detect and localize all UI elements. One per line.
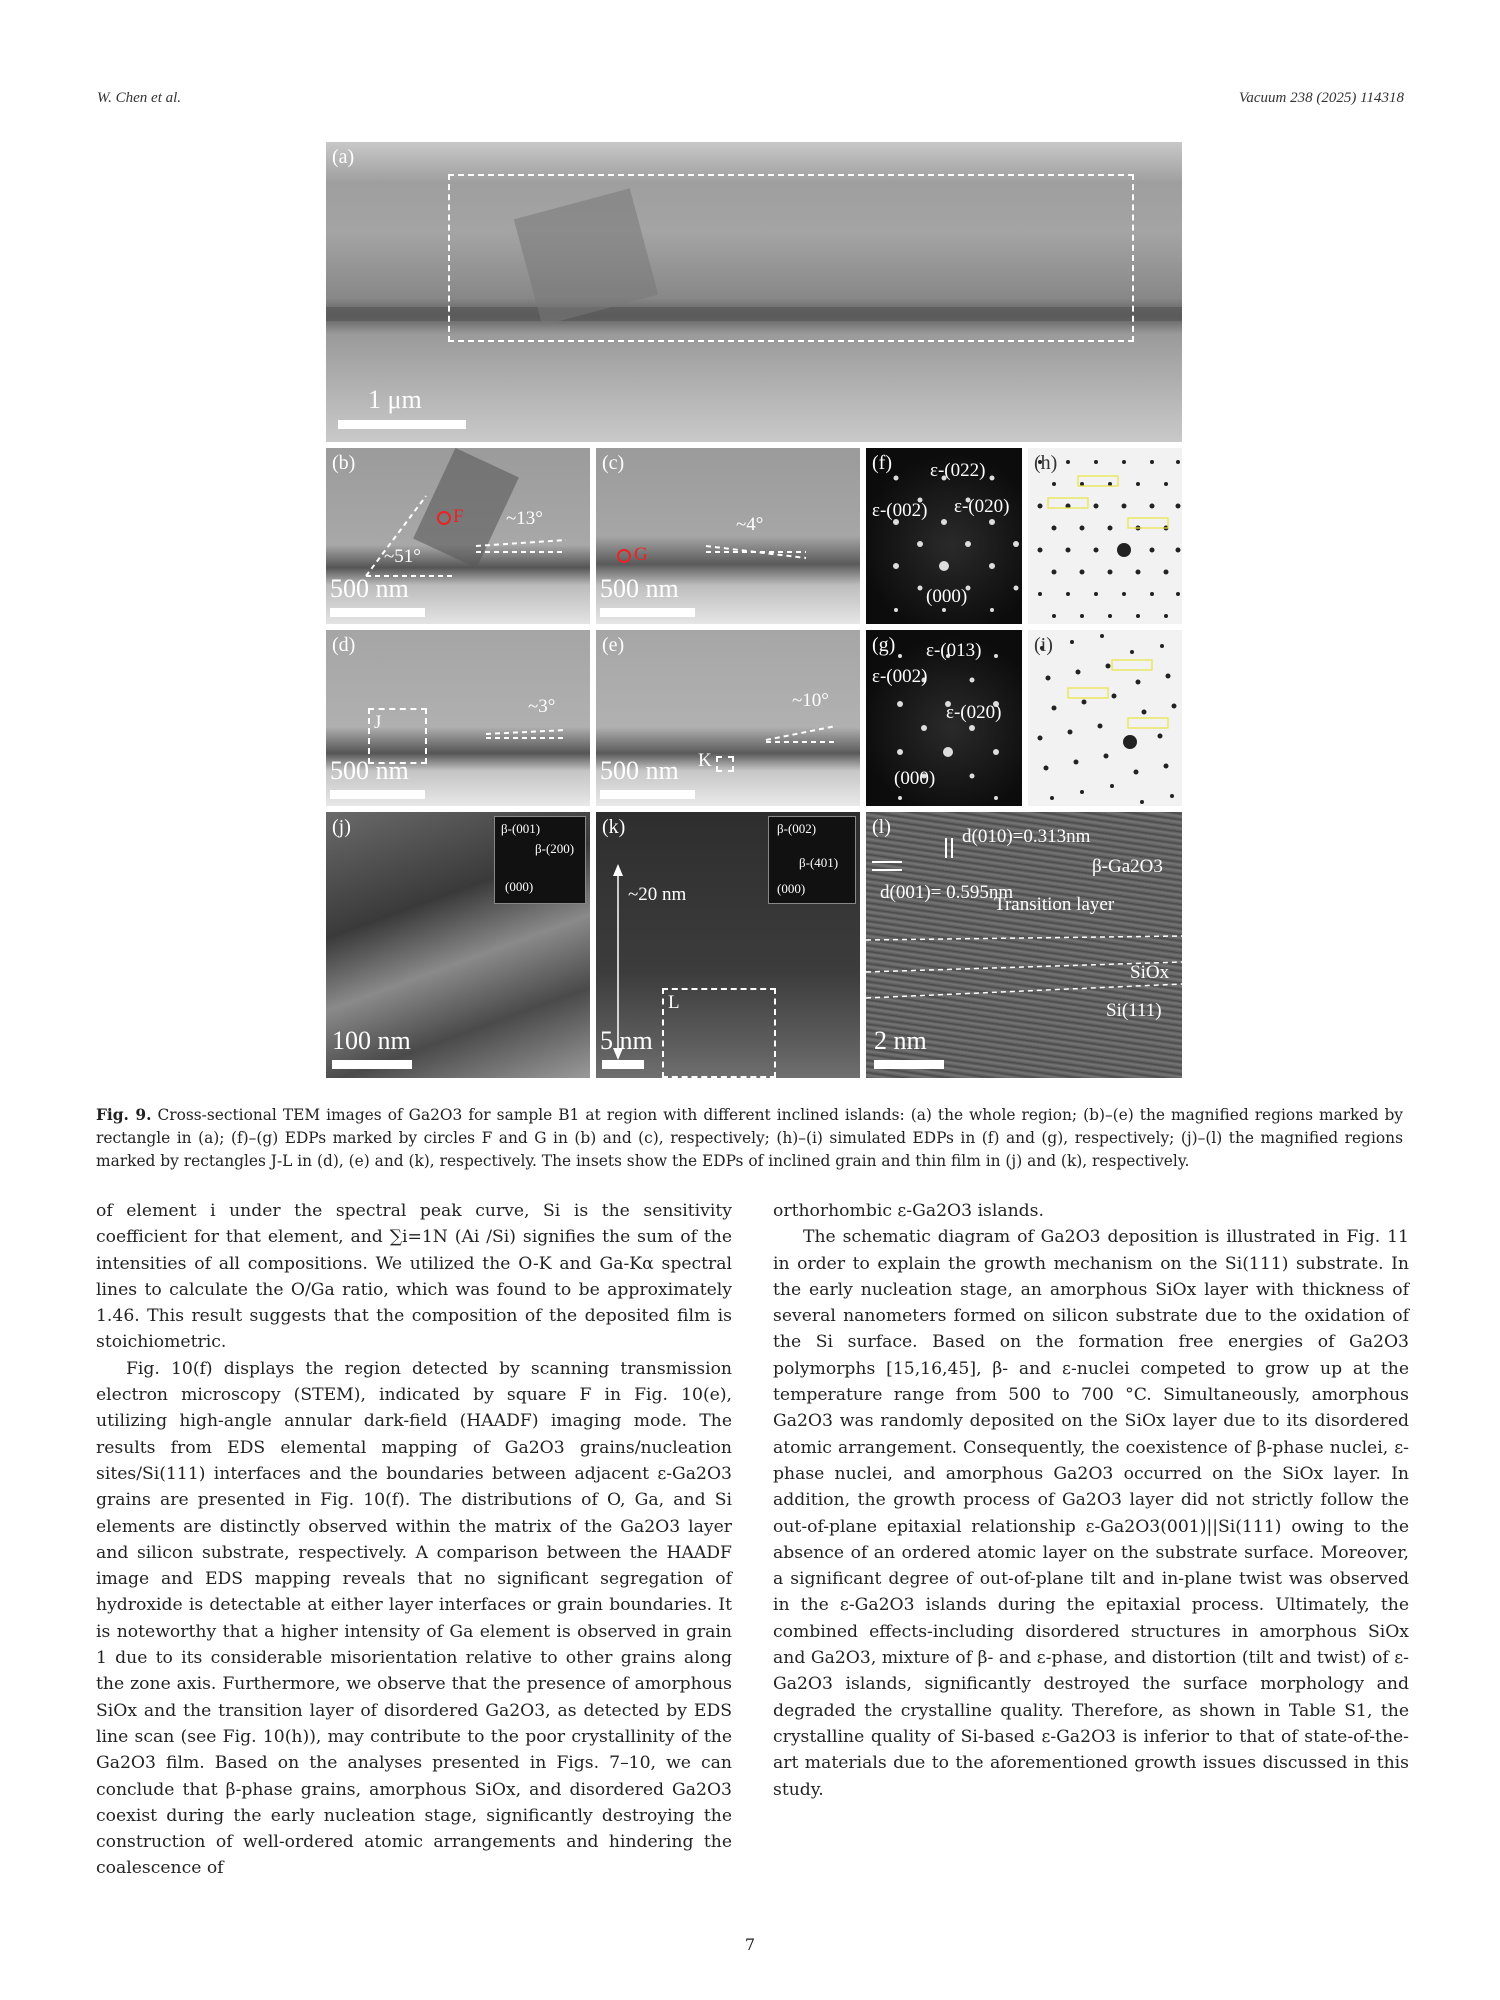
left-paragraph-1: of element i under the spectral peak curve, Si is the sensitivity coefficient for that element, and ∑i=1N (Ai /Si) signifies the sum of the intensities of all compositions. We utilized the O-K and Ga-Kα spectral lines to calculate the O/Ga ratio, which was found to be approximately 1.46. This result suggests that the composition of the deposited film is stoichiometric. bbox=[96, 1201, 732, 1353]
si111-label: Si(111) bbox=[1106, 1000, 1162, 1021]
right-paragraph-1: orthorhombic ε-Ga2O3 islands. bbox=[773, 1201, 1044, 1221]
spot-k-002: β-(002) bbox=[777, 821, 817, 836]
panel-e bbox=[596, 630, 860, 806]
panel-g-label: (g) bbox=[872, 634, 896, 656]
circle-g-label: G bbox=[634, 544, 648, 565]
scale-bar-label-c: 500 nm bbox=[600, 574, 679, 603]
scale-bar-a bbox=[338, 420, 466, 429]
panel-c bbox=[596, 448, 860, 624]
scale-bar-k bbox=[602, 1060, 644, 1069]
scale-bar-d bbox=[330, 790, 425, 799]
circle-f-label: F bbox=[453, 506, 464, 527]
spot-j-001: β-(001) bbox=[501, 821, 541, 836]
panel-l bbox=[866, 812, 1182, 1078]
spot-j-200: β-(200) bbox=[535, 841, 575, 856]
scale-bar-label-k: 5 nm bbox=[600, 1026, 653, 1055]
panel-a bbox=[326, 142, 1182, 442]
d-spacing-001: d(001)= 0.595nm bbox=[880, 882, 1014, 903]
spot-k-000: (000) bbox=[777, 881, 806, 896]
panel-h-label: (h) bbox=[1034, 452, 1058, 474]
scale-bar-l bbox=[874, 1060, 944, 1069]
panel-h bbox=[1028, 448, 1182, 624]
figure-caption bbox=[96, 1104, 1403, 1173]
panel-l-label: (l) bbox=[872, 816, 891, 838]
panel-k-label: (k) bbox=[602, 816, 626, 838]
siox-label: SiOx bbox=[1130, 962, 1170, 983]
spot-f-000: (000) bbox=[926, 586, 968, 607]
panel-d-label: (d) bbox=[332, 634, 356, 656]
spot-f-020: ε-(020) bbox=[954, 496, 1010, 517]
inset-edp-j bbox=[494, 816, 586, 904]
rectangle-j-label: J bbox=[374, 712, 382, 733]
spot-f-002: ε-(002) bbox=[872, 500, 928, 521]
spot-g-000: (000) bbox=[894, 768, 936, 789]
angle-b-13: ~13° bbox=[506, 508, 543, 529]
figure-9 bbox=[326, 142, 1182, 1078]
panel-e-label: (e) bbox=[602, 634, 625, 656]
scale-bar-label-e: 500 nm bbox=[600, 756, 679, 785]
scale-bar-c bbox=[600, 608, 695, 617]
transition-layer-label: Transition layer bbox=[994, 894, 1115, 915]
scale-bar-label-b: 500 nm bbox=[330, 574, 409, 603]
region-rectangle bbox=[448, 174, 1134, 342]
panel-i-label: (i) bbox=[1034, 634, 1053, 656]
running-header-journal: Vacuum 238 (2025) 114318 bbox=[1238, 90, 1404, 106]
scale-bar-label-a: 1 μm bbox=[368, 385, 422, 414]
scale-bar-label-j: 100 nm bbox=[332, 1026, 411, 1055]
panel-g bbox=[866, 630, 1022, 806]
rectangle-l-label: L bbox=[668, 992, 680, 1013]
angle-c-4: ~4° bbox=[736, 514, 764, 535]
panel-b bbox=[326, 448, 590, 624]
caption-text: Cross-sectional TEM images of Ga2O3 for sample B1 at region with different inclined islands: (a) the whole region; (b)–(e) the magnified regions marked by rectangle in (a); (f)–(g) EDPs marked by circles F and G in (b) and (c), respectively; (h)–(i) simulated EDPs in (f) and (g), respectively; (j)–(l) the magnified regions marked by rectangles J-L in (d), (e) and (k), respectively. The insets show the EDPs of inclined grain and thin film in (j) and (k), respectively. bbox=[96, 1106, 1403, 1170]
rectangle-k-label: K bbox=[698, 750, 712, 771]
spot-k-401: β-(401) bbox=[799, 855, 839, 870]
spot-g-013: ε-(013) bbox=[926, 640, 982, 661]
panel-j bbox=[326, 812, 590, 1078]
scale-bar-b bbox=[330, 608, 425, 617]
spot-j-000: (000) bbox=[505, 879, 534, 894]
angle-b-51: ~51° bbox=[384, 546, 421, 567]
panel-j-label: (j) bbox=[332, 816, 351, 838]
spot-g-020: ε-(020) bbox=[946, 702, 1002, 723]
panel-f bbox=[866, 448, 1022, 624]
scale-bar-j bbox=[332, 1060, 412, 1069]
panel-i bbox=[1028, 630, 1182, 806]
panel-k bbox=[596, 812, 860, 1078]
caption-label: Fig. 9. bbox=[96, 1106, 152, 1124]
panel-f-label: (f) bbox=[872, 452, 892, 474]
phase-label-l: β-Ga2O3 bbox=[1092, 856, 1163, 877]
running-header-authors: W. Chen et al. bbox=[97, 90, 182, 106]
thickness-label-k: ~20 nm bbox=[628, 884, 687, 905]
panel-b-label: (b) bbox=[332, 452, 356, 474]
page-number: 7 bbox=[744, 1935, 756, 1954]
left-column bbox=[96, 1198, 732, 1882]
spot-f-022: ε-(022) bbox=[930, 460, 986, 481]
left-paragraph-2: Fig. 10(f) displays the region detected by scanning transmission electron microscopy (STEM), indicated by square F in Fig. 10(e), utilizing high-angle annular dark-field (HAADF) imaging mode. The results from EDS elemental mapping of Ga2O3 grains/nucleation sites/Si(111) interfaces and the boundaries between adjacent ε-Ga2O3 grains are presented in Fig. 10(f). The distributions of O, Ga, and Si elements are distinctly observed within the matrix of the Ga2O3 layer and silicon substrate, respectively. A comparison between the HAADF image and EDS mapping reveals that no significant segregation of hydroxide is detectable at either layer interfaces or grain boundaries. It is noteworthy that a higher intensity of Ga element is observed in grain 1 due to its considerable misorientation relative to other grains along the zone axis. Furthermore, we observe that the presence of amorphous SiOx and the transition layer of disordered Ga2O3, as detected by EDS line scan (see Fig. 10(h)), may contribute to the poor crystallinity of the Ga2O3 film. Based on the analyses presented in Figs. 7–10, we can conclude that β-phase grains, amorphous SiOx, and disordered Ga2O3 coexist during the early nucleation stage, significantly destroying the construction of well-ordered atomic arrangements and hindering the coalescence of bbox=[96, 1358, 732, 1879]
scale-bar-label-l: 2 nm bbox=[874, 1026, 927, 1055]
angle-e-10: ~10° bbox=[792, 690, 829, 711]
panel-d bbox=[326, 630, 590, 806]
rectangle-k bbox=[716, 756, 734, 772]
scale-bar-label-d: 500 nm bbox=[330, 756, 409, 785]
spot-g-002: ε-(002) bbox=[872, 666, 928, 687]
panel-c-label: (c) bbox=[602, 452, 625, 474]
scale-bar-e bbox=[600, 790, 695, 799]
panel-a-label: (a) bbox=[332, 146, 355, 168]
angle-d-3: ~3° bbox=[528, 696, 556, 717]
right-column bbox=[773, 1198, 1409, 1803]
d-spacing-010: d(010)=0.313nm bbox=[962, 826, 1091, 847]
right-paragraph-2: The schematic diagram of Ga2O3 deposition is illustrated in Fig. 11 in order to explain the growth mechanism on the Si(111) substrate. In the early nucleation stage, an amorphous SiOx layer with thickness of several nanometers formed on silicon substrate due to the oxidation of the Si surface. Based on the formation free energies of Ga2O3 polymorphs [15,16,45], β- and ε-nuclei competed to grow up at the temperature range from 500 to 700 °C. Simultaneously, amorphous Ga2O3 was randomly deposited on the SiOx layer due to its disordered atomic arrangement. Consequently, the coexistence of β-phase nuclei, ε-phase nuclei, and amorphous Ga2O3 occurred on the SiOx layer. In addition, the growth process of Ga2O3 layer did not strictly follow the out-of-plane epitaxial relationship ε-Ga2O3(001)||Si(111) owing to the absence of an ordered atomic layer on the substrate surface. Moreover, a significant degree of out-of-plane tilt and in-plane twist was observed in the ε-Ga2O3 islands during the epitaxial process. Ultimately, the combined effects-including disordered structures in amorphous SiOx and Ga2O3, mixture of β- and ε-phase, and distortion (tilt and twist) of ε-Ga2O3 islands, significantly destroyed the surface morphology and degraded the crystalline quality. Therefore, as shown in Table S1, the crystalline quality of Si-based ε-Ga2O3 is inferior to that of state-of-the-art materials due to the aforementioned growth issues discussed in this study. bbox=[773, 1227, 1409, 1800]
